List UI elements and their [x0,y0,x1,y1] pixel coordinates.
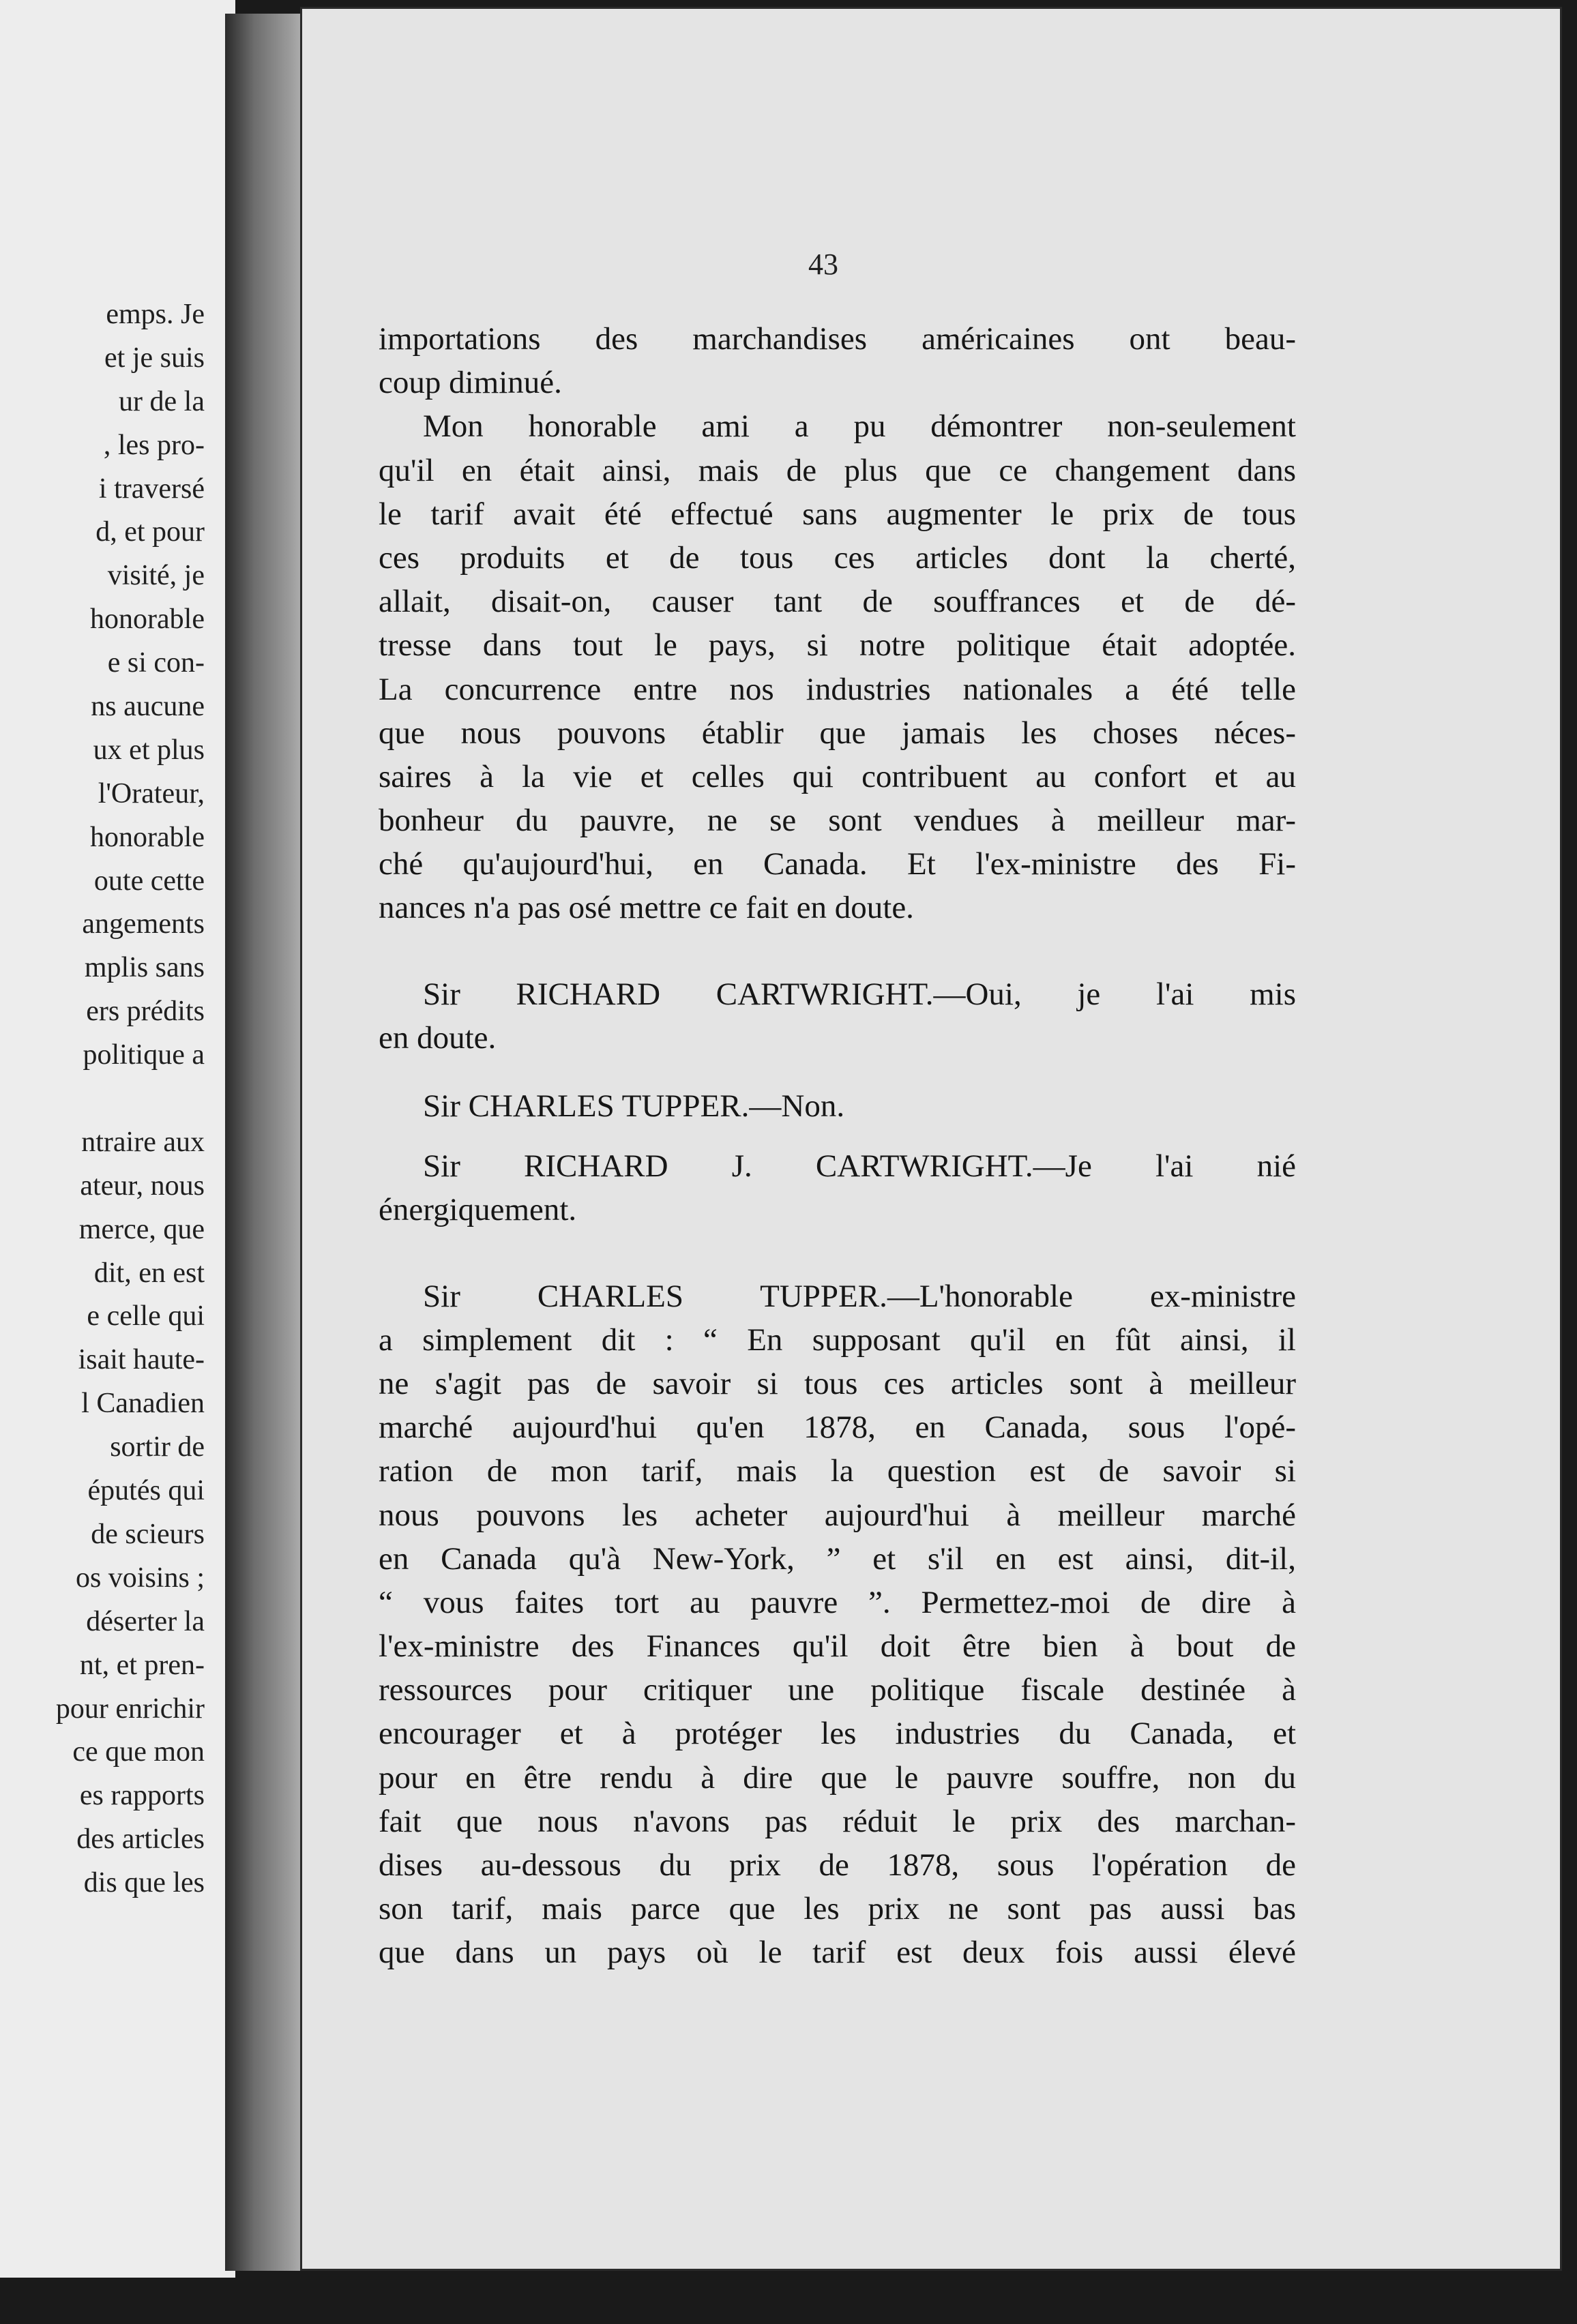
text-line: encourager et à protéger les industries du Canada, et [379,1716,1296,1752]
left-page-line: ur de la [119,385,205,417]
left-page-line: l'Orateur, [98,777,205,809]
text-line: marché aujourd'hui qu'en 1878, en Canada, sous l'opé- [379,1410,1296,1446]
left-page-line: ce que mon [72,1736,205,1768]
text-line: fait que nous n'avons pas réduit le prix des marchan- [379,1803,1296,1839]
paragraph-p2 [379,404,1296,929]
text-line: en Canada qu'à New-York, ” et s'il en est ainsi, dit-il, [379,1540,1296,1577]
left-page-line: l Canadien [81,1388,205,1420]
left-page-text [0,293,205,1905]
text-line: allait, disait-on, causer tant de souffrances et de dé- [379,584,1296,620]
text-line: ché qu'aujourd'hui, en Canada. Et l'ex-ministre des Fi- [379,846,1296,882]
left-page-line: merce, que [78,1213,205,1245]
left-page-line: visité, je [107,560,205,592]
left-page-line: pour enrichir [55,1693,205,1725]
left-page-line: politique a [83,1039,205,1071]
text-line: bonheur du pauvre, ne se sont vendues à meilleur mar- [379,803,1296,839]
text-line: Sir CHARLES TUPPER.—L'honorable ex-ministre [423,1278,1296,1314]
left-page-line [0,1077,205,1121]
text-line: ces produits et de tous ces articles dont la cherté, [379,539,1296,576]
text-line: ration de mon tarif, mais la question est de savoir si [379,1453,1296,1489]
left-page-line: e celle qui [87,1300,205,1332]
text-line: dises au-dessous du prix de 1878, sous l'opération de [379,1847,1296,1883]
left-page-line: ntraire aux [81,1126,205,1158]
left-page-line: , les pro- [103,429,205,461]
left-page-line: sortir de [110,1431,205,1463]
text-line: énergiquement. [379,1192,577,1228]
left-page-line: ers prédits [86,996,205,1028]
left-facing-page [0,0,235,2278]
left-page-line: nt, et pren- [79,1649,205,1681]
paragraph-p5 [379,1144,1296,1232]
text-line: que nous pouvons établir que jamais les choses néces- [379,715,1296,751]
left-page-line: et je suis [104,342,205,374]
text-line: Mon honorable ami a pu démontrer non-seulement [423,408,1296,445]
text-line: le tarif avait été effectué sans augmenter le prix de tous [379,496,1296,532]
left-page-line: ux et plus [93,734,205,766]
left-page-line: déserter la [86,1605,205,1637]
paragraph-p3 [379,972,1296,1060]
left-page-line: des articles [76,1823,205,1856]
left-page-line: angements [82,908,205,940]
left-page-line: éputés qui [87,1475,205,1507]
paragraph-p4 [379,1084,1296,1128]
page-body-text [379,317,1296,1975]
left-page-line: ns aucune [91,691,205,723]
left-page-line: honorable [90,604,205,636]
text-line: tresse dans tout le pays, si notre politique était adoptée. [379,627,1296,664]
paragraph-p6 [379,1275,1296,1975]
text-line: en doute. [379,1019,497,1056]
text-line: pour en être rendu à dire que le pauvre souffre, non du [379,1759,1296,1796]
text-line: Sir RICHARD J. CARTWRIGHT.—Je l'ai nié [423,1148,1296,1185]
left-page-line: ateur, nous [80,1170,205,1202]
left-page-line: d, et pour [95,516,205,548]
left-page-line: isait haute- [78,1344,205,1376]
left-page-line: de scieurs [91,1518,205,1550]
left-page-line: es rapports [79,1780,205,1812]
text-line: que dans un pays où le tarif est deux fois aussi élevé [379,1935,1296,1971]
text-line: nances n'a pas osé mettre ce fait en doute. [379,890,914,926]
left-page-line: e si con- [107,647,205,679]
text-line: nous pouvons les acheter aujourd'hui à meilleur marché [379,1497,1296,1533]
left-page-line: honorable [90,821,205,853]
paragraph-p1 [379,317,1296,404]
text-line: Sir RICHARD CARTWRIGHT.—Oui, je l'ai mis [423,976,1296,1012]
text-line: saires à la vie et celles qui contribuent au confort et au [379,758,1296,794]
text-line: Sir CHARLES TUPPER.—Non. [423,1088,845,1124]
text-line: La concurrence entre nos industries nationales a été telle [379,671,1296,707]
text-line: qu'il en était ainsi, mais de plus que ce changement dans [379,452,1296,488]
text-line: a simplement dit : “ En supposant qu'il en fût ainsi, il [379,1322,1296,1358]
text-line: importations des marchandises américaines ont beau- [379,321,1296,357]
left-page-line: emps. Je [106,299,205,330]
text-line: “ vous faites tort au pauvre ”. Permettez-moi de dire à [379,1584,1296,1620]
left-page-line: dis que les [83,1867,205,1899]
text-line: ressources pour critiquer une politique fiscale destinée à [379,1672,1296,1708]
left-page-line: mplis sans [84,952,205,984]
left-page-line: os voisins ; [75,1562,205,1594]
text-line: l'ex-ministre des Finances qu'il doit être bien à bout de [379,1628,1296,1665]
left-page-line: oute cette [93,865,205,897]
left-page-line: dit, en est [93,1257,205,1289]
page-number: 43 [808,248,838,281]
text-line: ne s'agit pas de savoir si tous ces articles sont à meilleur [379,1365,1296,1401]
left-page-line: i traversé [98,473,205,505]
text-line: son tarif, mais parce que les prix ne sont pas aussi bas [379,1891,1296,1927]
text-line: coup diminué. [379,365,562,401]
